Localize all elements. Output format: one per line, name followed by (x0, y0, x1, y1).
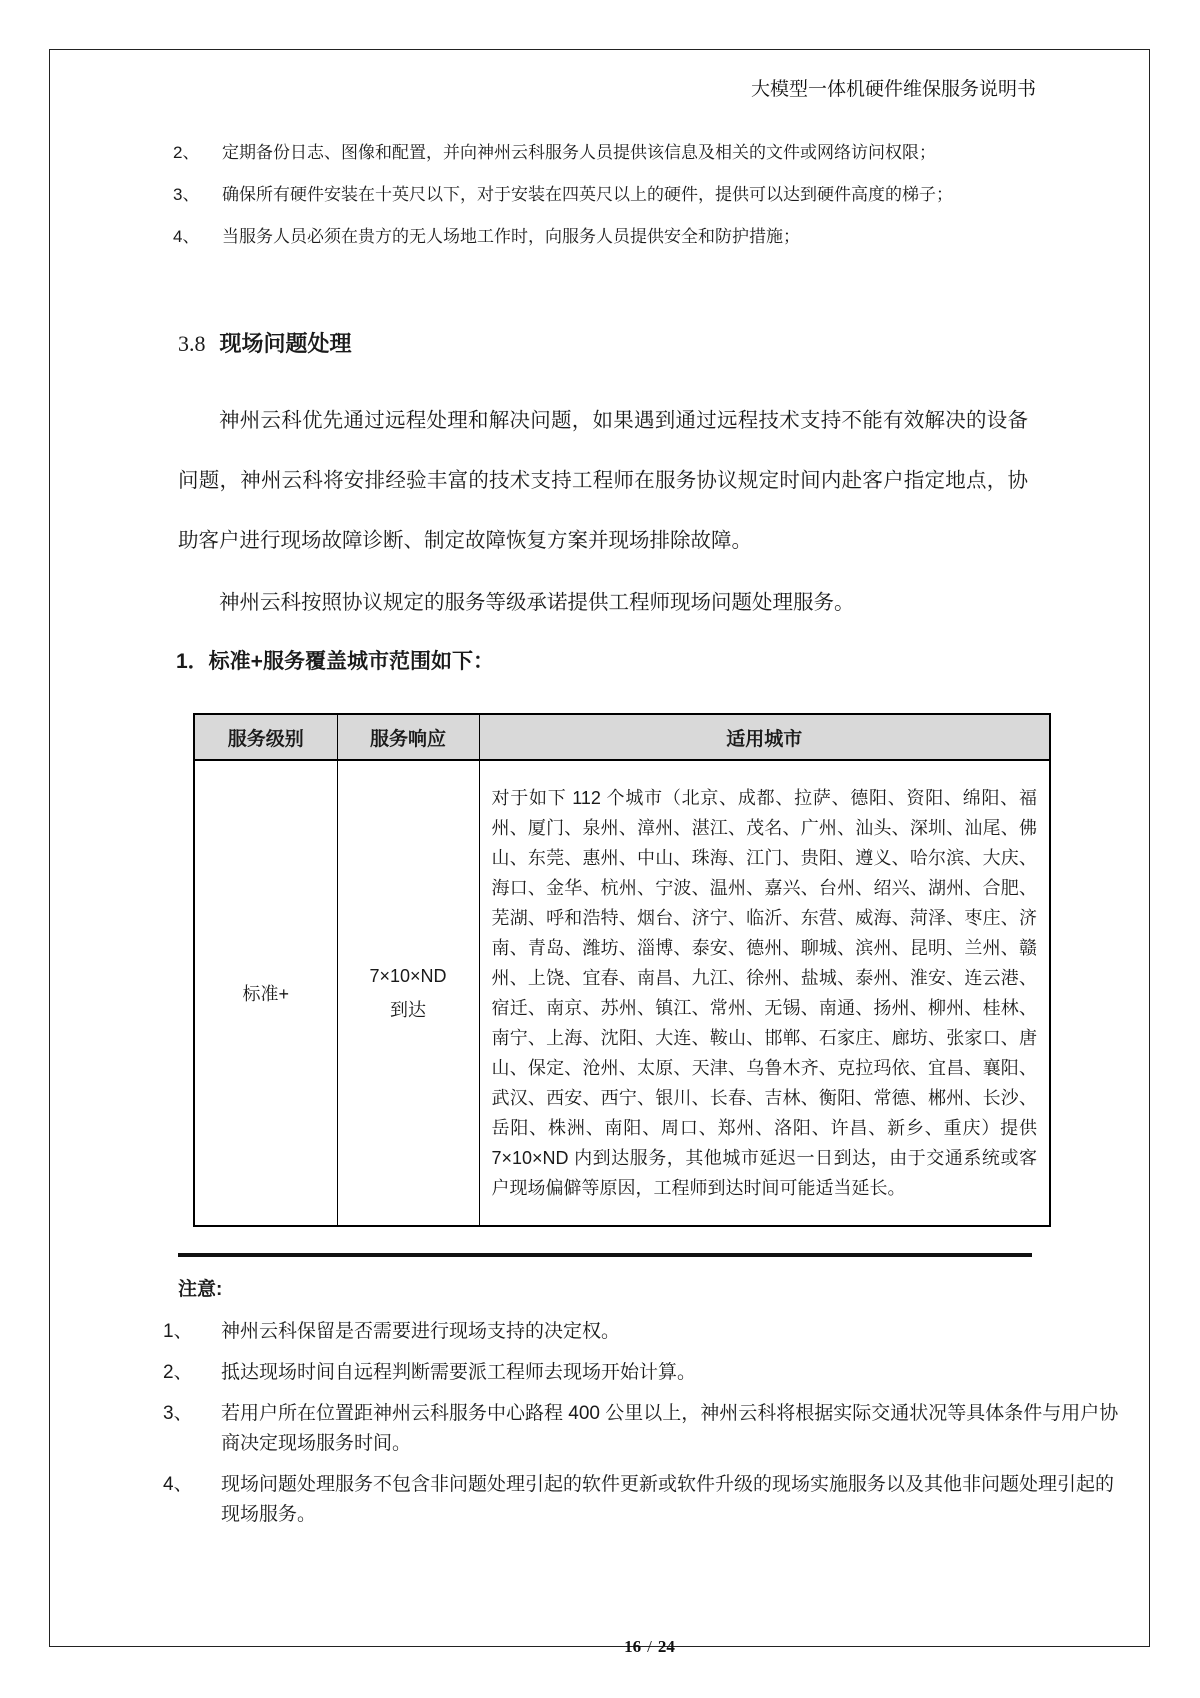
horizontal-rule (178, 1253, 1032, 1257)
total-page-count: 24 (657, 1637, 675, 1656)
note-number: 1、 (163, 1321, 193, 1342)
list-item-number: 2、 (173, 143, 200, 162)
list-item (173, 140, 1152, 166)
table-header-row (194, 714, 1050, 760)
list-item-number: 4、 (173, 227, 200, 246)
section-number: 3.8 (178, 331, 206, 356)
page-content (49, 49, 1152, 1656)
note-number: 4、 (163, 1474, 193, 1495)
cell-service-level: 标准+ (194, 760, 337, 1226)
cell-applicable-cities: 对于如下 112 个城市（北京、成都、拉萨、德阳、资阳、绵阳、福州、厦门、泉州、漳州、湛江、茂名、广州、汕头、深圳、汕尾、佛山、东莞、惠州、中山、珠海、江门、贵阳、遵义、哈尔滨、大庆、海口、金华、杭州、宁波、温州、嘉兴、台州、绍兴、湖州、合肥、芜湖、呼和浩特、烟台、济宁、临沂、东营、威海、菏泽、枣庄、济南、青岛、潍坊、淄博、泰安、德州、聊城、滨州、昆明、兰州、赣州、上饶、宜春、南昌、九江、徐州、盐城、泰州、淮安、连云港、宿迁、南京、苏州、镇江、常州、无锡、南通、扬州、柳州、桂林、南宁、上海、沈阳、大连、鞍山、邯郸、石家庄、廊坊、张家口、唐山、保定、沧州、太原、天津、乌鲁木齐、克拉玛依、宜昌、襄阳、武汉、西安、西宁、银川、长春、吉林、衡阳、常德、郴州、长沙、岳阳、株洲、南阳、周口、郑州、洛阳、许昌、新乡、重庆）提供 7×10×ND 内到达服务，其他城市延迟一日到达，由于交通系统或客户现场偏僻等原因，工程师到达时间可能适当延长。 (479, 760, 1050, 1226)
note-text: 抵达现场时间自远程判断需要派工程师去现场开始计算。 (221, 1362, 697, 1383)
note-item (163, 1470, 1129, 1530)
cell-service-response (337, 760, 479, 1226)
note-item (163, 1358, 1129, 1388)
table-header-applicable-cities: 适用城市 (479, 714, 1050, 760)
list-item-number: 3、 (173, 185, 200, 204)
table-row (194, 760, 1050, 1226)
page-number-separator: / (647, 1637, 652, 1656)
notes-list (163, 1317, 1129, 1530)
coverage-table (193, 713, 1051, 1227)
list-item (173, 182, 1152, 208)
note-text: 神州云科保留是否需要进行现场支持的决定权。 (221, 1321, 621, 1342)
service-response-line2: 到达 (390, 1000, 426, 1020)
list-item-text: 定期备份日志、图像和配置，并向神州云科服务人员提供该信息及相关的文件或网络访问权限； (222, 143, 936, 162)
coverage-heading: 1．标准+服务覆盖城市范围如下： (176, 650, 494, 673)
table-header-service-response: 服务响应 (337, 714, 479, 760)
section-title: 现场问题处理 (219, 331, 352, 356)
list-item (173, 224, 1152, 250)
document-header-title: 大模型一体机硬件维保服务说明书 (750, 79, 1036, 100)
note-number: 2、 (163, 1362, 193, 1383)
list-item-text: 确保所有硬件安装在十英尺以下，对于安装在四英尺以上的硬件，提供可以达到硬件高度的梯子； (222, 185, 953, 204)
note-text: 现场问题处理服务不包含非问题处理引起的软件更新或软件升级的现场实施服务以及其他非问题处理引起的现场服务。 (221, 1474, 1115, 1525)
prerequisites-list (173, 140, 1152, 250)
note-text: 若用户所在位置距神州云科服务中心路程 400 公里以上，神州云科将根据实际交通状况等具体条件与用户协商决定现场服务时间。 (221, 1403, 1119, 1454)
notes-heading: 注意: (178, 1279, 223, 1300)
note-item (163, 1399, 1129, 1459)
table-header-service-level: 服务级别 (194, 714, 337, 760)
paragraph: 神州云科优先通过远程处理和解决问题，如果遇到通过远程技术支持不能有效解决的设备问题，神州云科将安排经验丰富的技术支持工程师在服务协议规定时间内赴客户指定地点，协助客户进行现场故障诊断、制定故障恢复方案并现场排除故障。 (178, 409, 1028, 552)
note-number: 3、 (163, 1403, 193, 1424)
note-item (163, 1317, 1129, 1347)
page-number (98, 1637, 1200, 1657)
current-page-number: 16 (624, 1637, 642, 1656)
service-response-line1: 7×10×ND (369, 966, 447, 986)
list-item-text: 当服务人员必须在贵方的无人场地工作时，向服务人员提供安全和防护措施； (222, 227, 800, 246)
section-heading (178, 328, 1152, 360)
paragraph: 神州云科按照协议规定的服务等级承诺提供工程师现场问题处理服务。 (219, 591, 855, 614)
